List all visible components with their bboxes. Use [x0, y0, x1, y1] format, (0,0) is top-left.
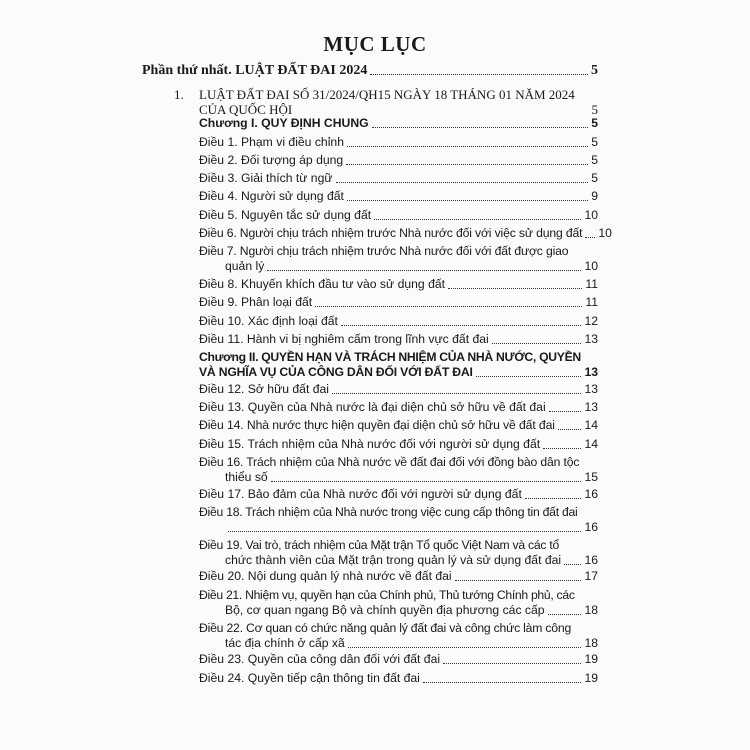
leader-dots	[271, 481, 582, 482]
toc-part-1-page: 5	[591, 63, 598, 78]
toc-entry-page: 14	[584, 418, 598, 432]
leader-dots	[455, 580, 582, 581]
toc-entry-page: 9	[591, 189, 598, 203]
toc-entry	[199, 226, 612, 241]
toc-entry	[199, 135, 598, 150]
leader-dots	[543, 448, 581, 449]
toc-entry-line1: Điều 22. Cơ quan có chức năng quản lý đất đai và công chức làm công	[199, 621, 572, 635]
toc-entry-line1: Chương II. QUYỀN HẠN VÀ TRÁCH NHIỆM CỦA NHÀ NƯỚC, QUYỀN	[199, 350, 581, 364]
toc-entry	[199, 244, 598, 274]
toc-entry	[199, 350, 598, 380]
toc-entry-text: Điều 8. Khuyến khích đầu tư vào sử dụng đất	[199, 277, 446, 291]
toc-entry-page: 15	[584, 470, 598, 484]
toc-entry-text: Điều 5. Nguyên tắc sử dụng đất	[199, 208, 372, 222]
leader-dots	[370, 74, 588, 75]
toc-entry	[199, 382, 598, 397]
toc-entry-text: tác địa chính ở cấp xã	[225, 636, 345, 650]
toc-entry-page: 13	[584, 382, 598, 396]
toc-entry	[199, 314, 598, 329]
toc-entry-text: Điều 10. Xác định loại đất	[199, 314, 338, 328]
toc-entry	[199, 671, 598, 686]
leader-dots	[374, 219, 581, 220]
toc-entry-page: 16	[584, 553, 598, 567]
leader-dots	[525, 498, 582, 499]
toc-law-line1: LUẬT ĐẤT ĐAI SỐ 31/2024/QH15 NGÀY 18 THÁNG 01 NĂM 2024	[199, 87, 575, 102]
toc-entry-text: Điều 1. Phạm vi điều chỉnh	[199, 135, 344, 149]
toc-law-line2: CỦA QUỐC HỘI	[199, 102, 293, 117]
leader-dots	[267, 270, 581, 271]
toc-entry	[199, 171, 598, 186]
toc-entry-page: 16	[584, 520, 598, 534]
toc-entry-text: Điều 15. Trách nhiệm của Nhà nước đối với người sử dụng đất	[199, 437, 541, 451]
toc-entry-text: quản lý	[225, 259, 265, 273]
toc-entry	[199, 189, 598, 204]
leader-dots	[228, 531, 581, 532]
toc-entry	[199, 116, 598, 131]
toc-entry-text: Điều 12. Sở hữu đất đai	[199, 382, 329, 396]
toc-entry-page: 10	[584, 259, 598, 273]
toc-entry-text: Điều 3. Giải thích từ ngữ	[199, 171, 333, 185]
toc-entry-line1: Điều 16. Trách nhiệm của Nhà nước về đất đai đối với đồng bào dân tộc	[199, 455, 580, 469]
toc-entry-page: 11	[585, 277, 598, 291]
toc-entry-text: Điều 2. Đối tượng áp dụng	[199, 153, 344, 167]
toc-entry	[199, 208, 598, 223]
toc-entry-page: 10	[598, 226, 612, 240]
toc-entry-page: 14	[584, 437, 598, 451]
toc-entry	[199, 505, 598, 535]
toc-entry	[199, 418, 598, 433]
toc-entry-text: Điều 6. Người chịu trách nhiệm trước Nhà nước đối với việc sử dụng đất	[199, 226, 583, 240]
leader-dots	[423, 682, 582, 683]
leader-dots	[347, 200, 588, 201]
leader-dots	[348, 647, 582, 648]
toc-law-page: 5	[591, 102, 598, 117]
toc-entry-text: Điều 20. Nội dung quản lý nhà nước về đất đai	[199, 569, 452, 583]
toc-entry-text: thiểu số	[225, 470, 268, 484]
toc-entry	[199, 652, 598, 667]
toc-entry-text: Điều 24. Quyền tiếp cận thông tin đất đai	[199, 671, 420, 685]
toc-entry	[199, 400, 598, 415]
toc-entry	[199, 295, 598, 310]
toc-entry-page: 19	[584, 671, 598, 685]
toc-entry-text: Điều 23. Quyền của công dân đối với đất đai	[199, 652, 441, 666]
toc-entry-text: Điều 4. Người sử dụng đất	[199, 189, 344, 203]
leader-dots	[476, 376, 582, 377]
toc-law-number: 1.	[174, 87, 184, 102]
toc-entry-page: 19	[584, 652, 598, 666]
leader-dots	[332, 393, 581, 394]
toc-entry-text: Điều 17. Bảo đảm của Nhà nước đối với người sử dụng đất	[199, 487, 522, 501]
toc-entry-page: 10	[584, 208, 598, 222]
leader-dots	[443, 663, 581, 664]
toc-entry-line1: Điều 7. Người chịu trách nhiệm trước Nhà nước đối với đất được giao	[199, 244, 569, 258]
toc-entry	[199, 437, 598, 452]
leader-dots	[347, 146, 588, 147]
leader-dots	[448, 288, 582, 289]
leader-dots	[549, 411, 582, 412]
leader-dots	[341, 325, 582, 326]
toc-entry-page: 18	[584, 636, 598, 650]
toc-entry	[199, 277, 598, 292]
leader-dots	[558, 429, 582, 430]
toc-entry-page: 18	[584, 603, 598, 617]
leader-dots	[585, 237, 595, 238]
toc-entry-line1: Điều 18. Trách nhiệm của Nhà nước trong việc cung cấp thông tin đất đai	[199, 505, 578, 519]
toc-entry	[199, 569, 598, 584]
toc-entry-line1: Điều 19. Vai trò, trách nhiệm của Mặt trận Tổ quốc Việt Nam và các tổ	[199, 538, 560, 552]
toc-entry-text: Điều 9. Phân loại đất	[199, 295, 313, 309]
leader-dots	[372, 127, 589, 128]
toc-entry-page: 13	[584, 400, 598, 414]
leader-dots	[346, 164, 588, 165]
page-title: MỤC LỤC	[323, 32, 427, 56]
toc-entry-text: Chương I. QUY ĐỊNH CHUNG	[199, 116, 369, 130]
toc-entry-page: 13	[584, 332, 598, 346]
toc-entry-page: 16	[584, 487, 598, 501]
toc-part-1	[142, 63, 598, 78]
toc-entry-text: VÀ NGHĨA VỤ CỦA CÔNG DÂN ĐỐI VỚI ĐẤT ĐAI	[199, 365, 473, 379]
toc-entry	[199, 455, 598, 485]
toc-law-entry	[174, 87, 598, 117]
toc-entry-page: 5	[591, 116, 598, 130]
toc-part-1-text: Phần thứ nhất. LUẬT ĐẤT ĐAI 2024	[142, 63, 368, 78]
toc-entry-line1: Điều 21. Nhiệm vụ, quyền hạn của Chính phủ, Thủ tướng Chính phủ, các	[199, 588, 575, 602]
toc-entry	[199, 153, 598, 168]
toc-entry-page: 17	[584, 569, 598, 583]
toc-entry-text: Điều 11. Hành vi bị nghiêm cấm trong lĩnh vực đất đai	[199, 332, 489, 346]
toc-entry	[199, 332, 598, 347]
toc-entry-page: 5	[591, 135, 598, 149]
toc-entry-page: 5	[591, 171, 598, 185]
toc-entry-page: 5	[591, 153, 598, 167]
toc-entry-text: Điều 14. Nhà nước thực hiện quyền đại diện chủ sở hữu về đất đai	[199, 418, 555, 432]
toc-entry	[199, 621, 598, 651]
leader-dots	[492, 343, 582, 344]
leader-dots	[315, 306, 582, 307]
toc-entry-page: 13	[584, 365, 598, 379]
toc-entry-text: Điều 13. Quyền của Nhà nước là đại diện chủ sở hữu về đất đai	[199, 400, 546, 414]
toc-entry	[199, 588, 598, 618]
toc-entry-text: chức thành viên của Mặt trận trong quản lý và sử dụng đất đai	[225, 553, 562, 567]
toc-entry-text: Bộ, cơ quan ngang Bộ và chính quyền địa phương các cấp	[225, 603, 545, 617]
leader-dots	[564, 564, 581, 565]
toc-entry	[199, 487, 598, 502]
toc-entry	[199, 538, 598, 568]
toc-entry-page: 11	[585, 295, 598, 309]
leader-dots	[336, 182, 589, 183]
toc-entry-page: 12	[584, 314, 598, 328]
leader-dots	[548, 614, 582, 615]
